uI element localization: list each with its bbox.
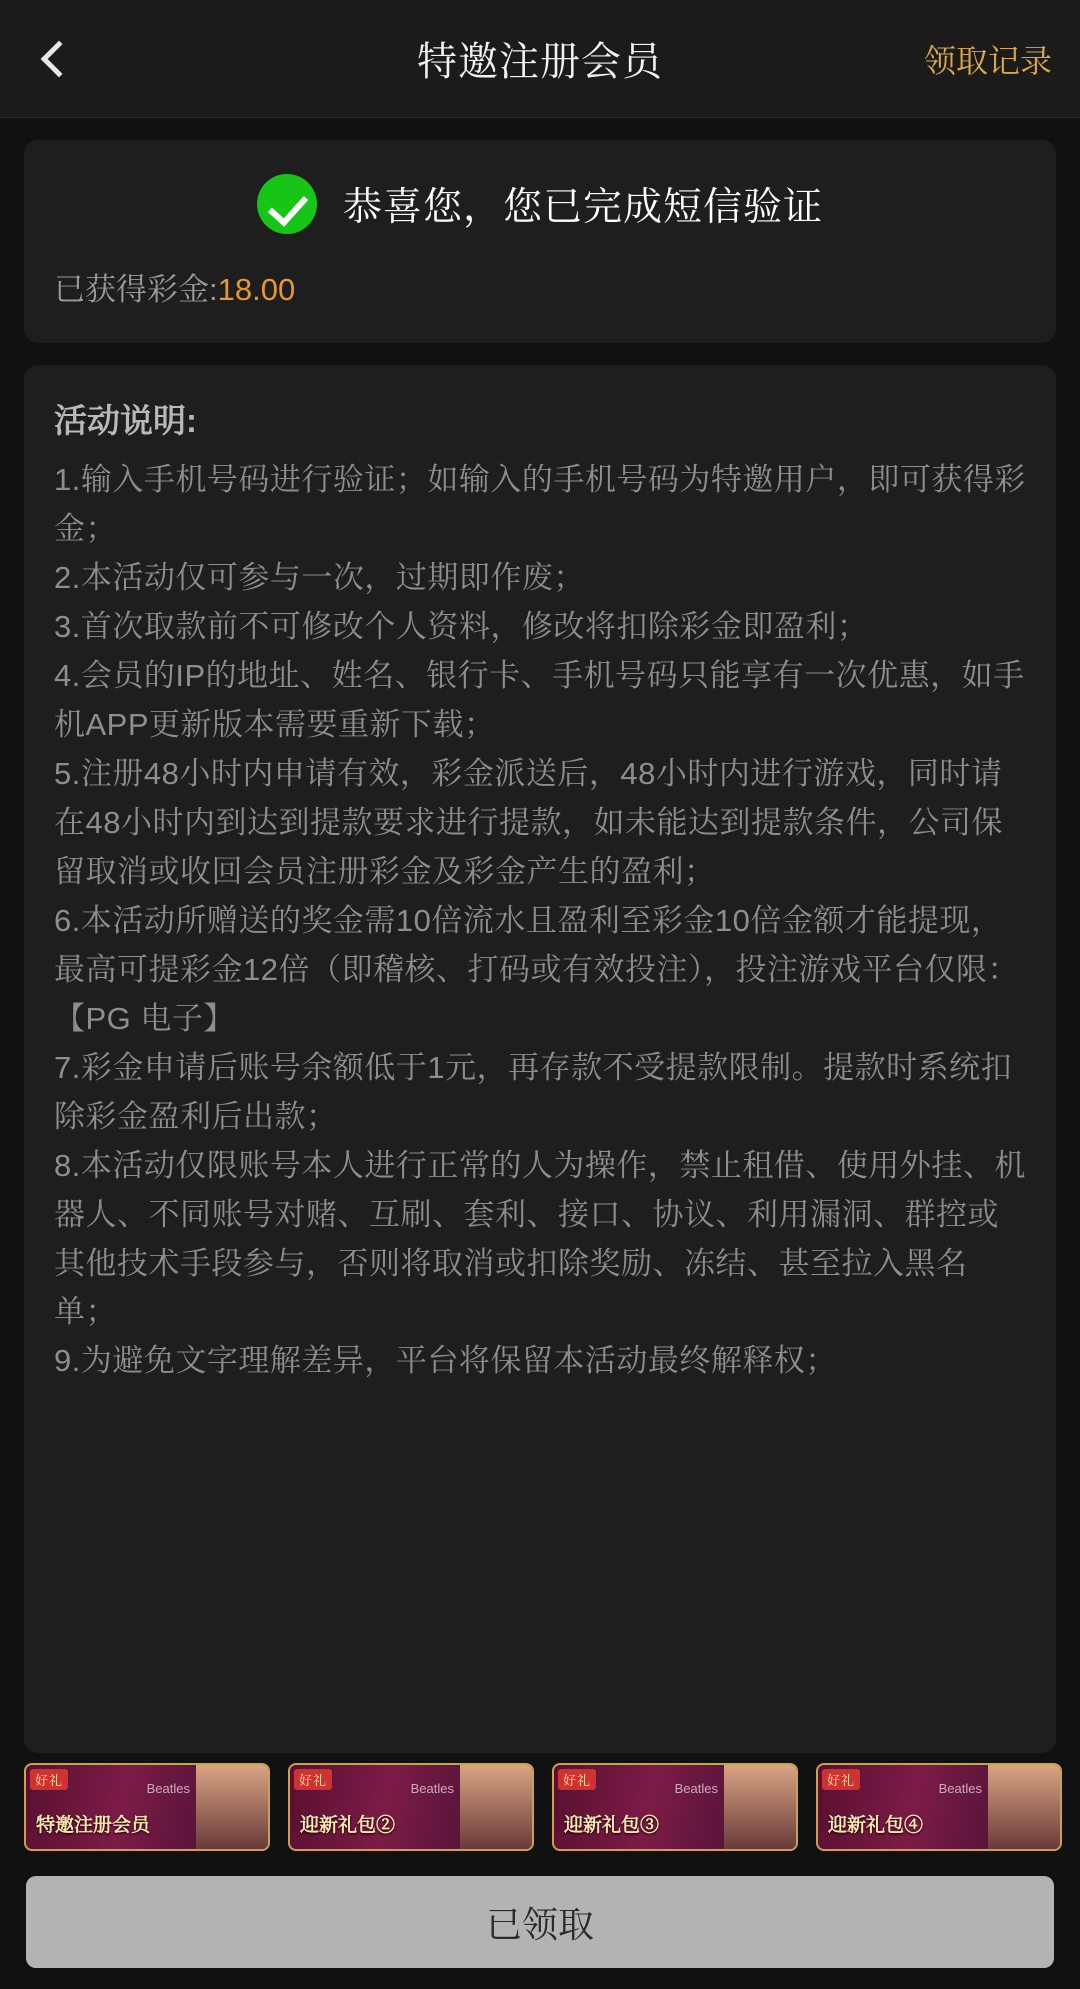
banner-subtitle: Beatles [410, 1781, 454, 1796]
success-card [24, 140, 1056, 343]
list-item: 8.本活动仅限账号本人进行正常的人为操作，禁止租借、使用外挂、机器人、不同账号对赌、互刷、套利、接口、协议、利用漏洞、群控或其他技术手段参与，否则将取消或扣除奖励、冻结、甚至拉入黑名单； [54, 1147, 1026, 1330]
banner-tag: 好礼 [822, 1769, 860, 1790]
page-body [0, 118, 1080, 1753]
rules-title: 活动说明: [54, 402, 197, 439]
page-footer [0, 1855, 1080, 1989]
claim-records-link[interactable]: 领取记录 [923, 42, 1052, 79]
page-title: 特邀注册会员 [417, 40, 663, 84]
banner-art [724, 1765, 796, 1849]
claim-button[interactable]: 已领取 [26, 1876, 1054, 1968]
banner-title: 迎新礼包④ [828, 1815, 924, 1836]
promo-banner-strip[interactable] [0, 1763, 1080, 1855]
check-circle-icon [257, 174, 317, 234]
list-item: 2.本活动仅可参与一次，过期即作废； [54, 559, 585, 595]
banner-art [988, 1765, 1060, 1849]
banner-subtitle: Beatles [938, 1781, 982, 1796]
banner-title: 特邀注册会员 [36, 1815, 151, 1836]
list-item: 4.会员的IP的地址、姓名、银行卡、手机号码只能享有一次优惠，如手机APP更新版本需要重新下载； [54, 657, 1025, 742]
banner-title: 迎新礼包③ [564, 1815, 660, 1836]
list-item: 3.首次取款前不可修改个人资料，修改将扣除彩金即盈利； [54, 608, 869, 644]
page-header [0, 0, 1080, 118]
banner-art [196, 1765, 268, 1849]
banner-subtitle: Beatles [674, 1781, 718, 1796]
rules-card [24, 365, 1056, 1753]
banner-art [460, 1765, 532, 1849]
list-item: 6.本活动所赠送的奖金需10倍流水且盈利至彩金10倍金额才能提现，最高可提彩金12倍（即稽核、打码或有效投注），投注游戏平台仅限：【PG 电子】 [54, 902, 1019, 1036]
banner-title: 迎新礼包② [300, 1815, 396, 1836]
back-button[interactable] [0, 0, 110, 118]
promo-banner[interactable] [288, 1763, 534, 1851]
list-item: 7.彩金申请后账号余额低于1元，再存款不受提款限制。提款时系统扣除彩金盈利后出款； [54, 1049, 1013, 1134]
list-item: 5.注册48小时内申请有效，彩金派送后，48小时内进行游戏，同时请在48小时内到达到提款要求进行提款，如未能达到提款条件，公司保留取消或收回会员注册彩金及彩金产生的盈利； [54, 755, 1003, 889]
success-row [54, 174, 1026, 234]
promo-banner[interactable] [24, 1763, 270, 1851]
rules-list [54, 456, 1026, 1386]
banner-tag: 好礼 [294, 1769, 332, 1790]
bonus-amount-value: 18.00 [217, 272, 296, 307]
list-item: 9.为避免文字理解差异，平台将保留本活动最终解释权； [54, 1343, 837, 1379]
banner-subtitle: Beatles [146, 1781, 190, 1796]
bonus-amount-label: 已获得彩金: [54, 272, 218, 307]
chevron-left-icon [41, 40, 78, 77]
bonus-amount-row [54, 264, 1026, 309]
banner-tag: 好礼 [558, 1769, 596, 1790]
list-item: 1.输入手机号码进行验证；如输入的手机号码为特邀用户，即可获得彩金； [54, 462, 1026, 546]
banner-tag: 好礼 [30, 1769, 68, 1790]
success-message: 恭喜您，您已完成短信验证 [342, 186, 823, 229]
promo-banner[interactable] [552, 1763, 798, 1851]
promo-banner[interactable] [816, 1763, 1062, 1851]
